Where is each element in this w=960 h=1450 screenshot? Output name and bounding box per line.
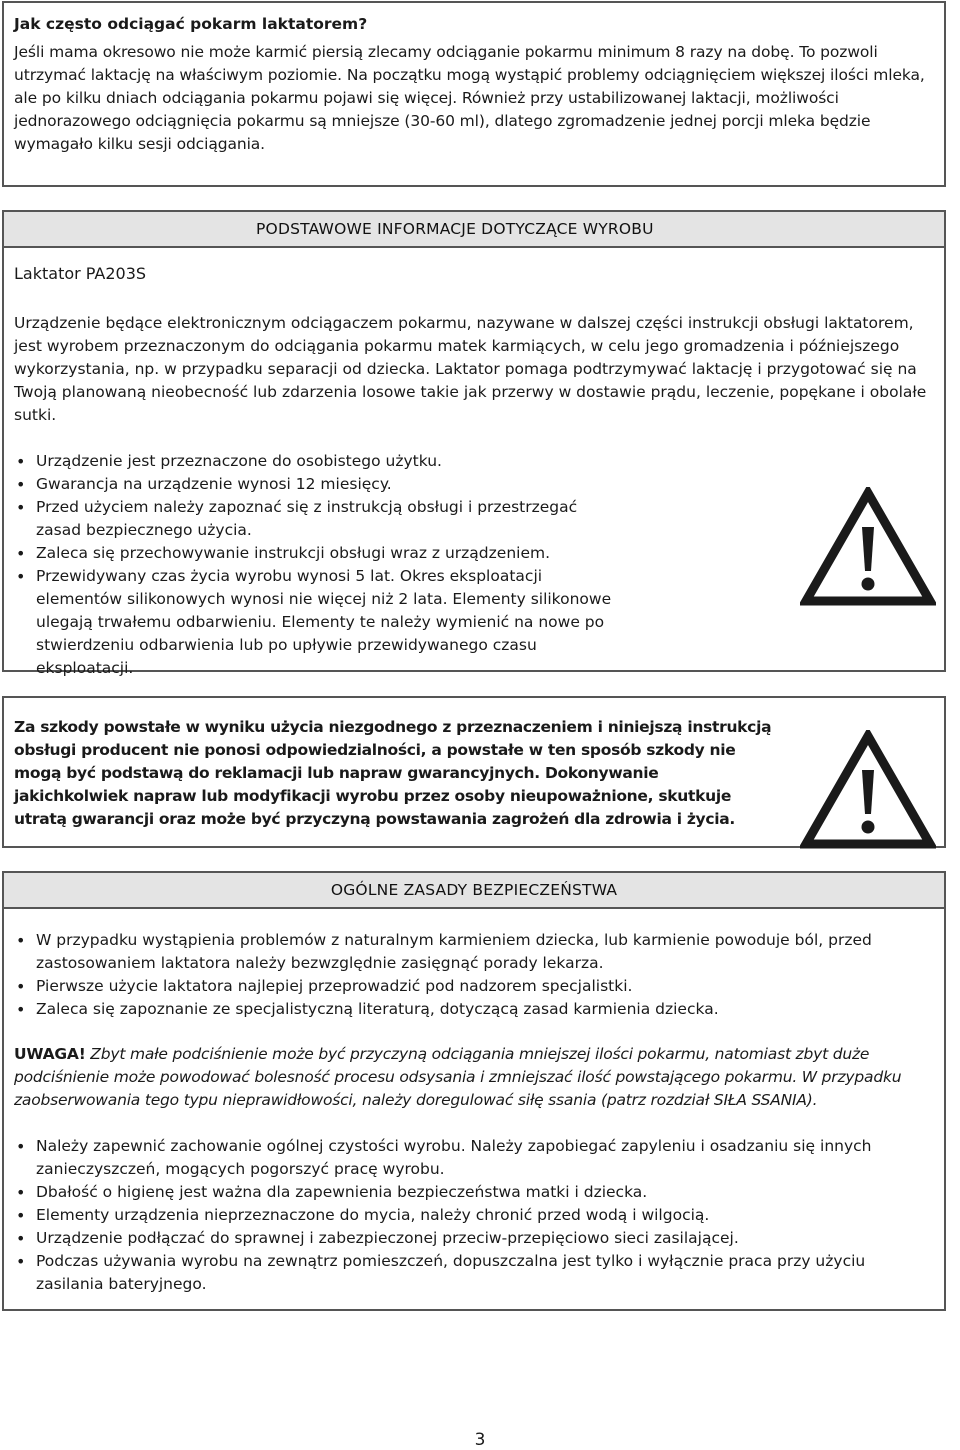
list-item: • Przewidywany czas życia wyrobu wynosi 5 lat. Okres eksploatacji elementów silikonowych wynosi nie więcej niż 2 lata. Elementy silikonowe ulegają trwałemu odbarwieniu. Elementy te należy wymienić na nowe po stwierdzeniu odbarwienia lub po upływie przewidywanego czasu eksploatacji. bbox=[6, 565, 626, 680]
list-item: • Przed użyciem należy zapoznać się z instrukcją obsługi i przestrzegać zasad bezpiecznego użycia. bbox=[6, 496, 626, 542]
warning-triangle-icon bbox=[800, 487, 936, 607]
liability-text: Za szkody powstałe w wyniku użycia niezgodnego z przeznaczeniem i niniejszą instrukcją obsługi producent nie ponosi odpowiedzialności, a powstałe w ten sposób szkody nie mogą być podstawą do reklamacji lub napraw gwarancyjnych. Dokonywanie jakichkolwiek napraw lub modyfikacji wyrobu przez osoby nieupoważnione, skutkuje utratą gwarancji oraz może być przyczyną powstawania zagrożeń dla zdrowia i życia. bbox=[14, 718, 772, 828]
list-item: • W przypadku wystąpienia problemów z naturalnym karmieniem dziecka, lub karmienie powoduje ból, przed zastosowaniem laktatora należy bezwzględnie zasięgnąć porady lekarza. bbox=[6, 929, 936, 975]
warning-triangle-icon bbox=[800, 730, 936, 850]
uwaga-note bbox=[14, 1043, 934, 1112]
safety-bullets-1 bbox=[6, 929, 936, 1021]
product-header: PODSTAWOWE INFORMACJE DOTYCZĄCE WYROBU bbox=[256, 220, 654, 238]
product-header-bar bbox=[4, 212, 944, 248]
intro-title: Jak często odciągać pokarm laktatorem? bbox=[14, 15, 368, 33]
list-item: • Należy zapewnić zachowanie ogólnej czystości wyrobu. Należy zapobiegać zapyleniu i osadzaniu się innych zanieczyszczeń, mogących pogorszyć pracę wyrobu. bbox=[6, 1135, 936, 1181]
list-item: • Zaleca się przechowywanie instrukcji obsługi wraz z urządzeniem. bbox=[6, 542, 626, 565]
list-item: • Pierwsze użycie laktatora najlepiej przeprowadzić pod nadzorem specjalistki. bbox=[6, 975, 936, 998]
list-item: • Zaleca się zapoznanie ze specjalistyczną literaturą, dotyczącą zasad karmienia dziecka. bbox=[6, 998, 936, 1021]
intro-text: Jeśli mama okresowo nie może karmić piersią zlecamy odciąganie pokarmu minimum 8 razy na dobę. To pozwoli utrzymać laktację na właściwym poziomie. Na początku mogą wystąpić problemy odciągnięciem większej ilości mleka, ale po kilku dniach odciągania pokarmu pojawi się więcej. Również przy ustabilizowanej laktacji, możliwości jednorazowego odciągnięcia pokarmu są mniejsze (30-60 ml), dlatego zgromadzenie jednej porcji mleka będzie wymagało kilku sesji odciągania. bbox=[14, 43, 925, 153]
product-bullets bbox=[6, 450, 626, 680]
page-number: 3 bbox=[474, 1430, 486, 1450]
safety-bullets-2 bbox=[6, 1135, 936, 1296]
safety-header: OGÓLNE ZASADY BEZPIECZEŃSTWA bbox=[330, 881, 618, 899]
liability-section bbox=[2, 696, 946, 848]
product-section bbox=[2, 210, 946, 677]
uwaga-text: Zbyt małe podciśnienie może być przyczyną odciągania mniejszej ilości pokarmu, natomiast zbyt duże podciśnienie może powodować bolesność procesu odsysania i zmniejszać ilość powstającego pokarmu. W przypadku zaobserwowania tego typu nieprawidłowości, należy doregulować siłę ssania (patrz rozdział SIŁA SSANIA). bbox=[14, 1045, 902, 1109]
product-name: Laktator PA203S bbox=[14, 264, 147, 283]
list-item: • Podczas używania wyrobu na zewnątrz pomieszczeń, dopuszczalna jest tylko i wyłącznie praca przy użyciu zasilania bateryjnego. bbox=[6, 1250, 936, 1296]
list-item: • Gwarancja na urządzenie wynosi 12 miesięcy. bbox=[6, 473, 626, 496]
uwaga-label: UWAGA! bbox=[14, 1045, 86, 1063]
intro-section bbox=[2, 1, 946, 187]
list-item: • Elementy urządzenia nieprzeznaczone do mycia, należy chronić przed wodą i wilgocią. bbox=[6, 1204, 936, 1227]
list-item: • Urządzenie podłączać do sprawnej i zabezpieczonej przeciw-przepięciowo sieci zasilającej. bbox=[6, 1227, 936, 1250]
list-item: • Dbałość o higienę jest ważna dla zapewnienia bezpieczeństwa matki i dziecka. bbox=[6, 1181, 936, 1204]
safety-header-bar bbox=[4, 873, 944, 909]
safety-section bbox=[2, 871, 946, 1311]
list-item: • Urządzenie jest przeznaczone do osobistego użytku. bbox=[6, 450, 626, 473]
product-description: Urządzenie będące elektronicznym odciągaczem pokarmu, nazywane w dalszej części instrukcji obsługi laktatorem, jest wyrobem przeznaczonym do odciągania pokarmu matek karmiących, w celu jego gromadzenia i późniejszego wykorzystania, np. w przypadku separacji od dziecka. Laktator pomaga podtrzymywać laktację i przygotować się na Twoją planowaną nieobecność lub zdarzenia losowe takie jak przerwy w dostawie prądu, leczenie, popękane i obolałe sutki. bbox=[14, 314, 927, 424]
